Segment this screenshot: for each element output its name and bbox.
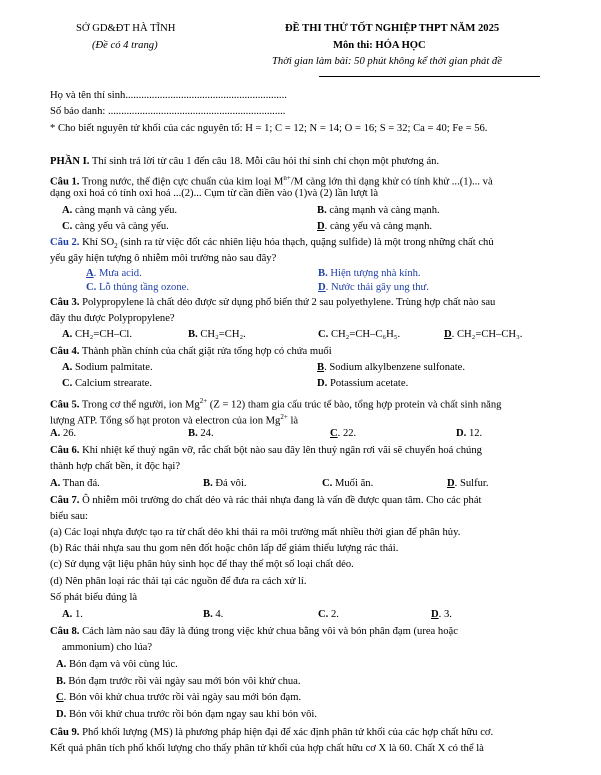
question-6-stem-2: thành hợp chất bền, ít độc hại? (50, 461, 181, 472)
q8-option-d: D. Bón vôi khử chua trước rồi bón đạm ngay sau khi bón vôi. (56, 709, 318, 720)
question-1-stem: Câu 1. Trong nước, thế điện cực chuẩn của kim loại $M^{n+}/M$ càng lớn thì dạng khử có tính khử ...(1)... và (50, 174, 493, 188)
header-divider (319, 76, 540, 77)
q2-option-d: D. Nước thải gây ung thư. (318, 282, 429, 293)
q1-option-d: D. càng yếu và càng mạnh. (317, 221, 433, 232)
question-4-stem: Câu 4. Thành phần chính của chất giặt rửa tổng hợp có chứa muối (50, 346, 332, 357)
q2-option-b: B. Hiện tượng nhà kính. (318, 268, 421, 279)
part-1-instruction: PHẦN I. Thí sinh trả lời từ câu 1 đến câu 18. Mỗi câu hỏi thí sinh chỉ chọn một phương án. (50, 156, 440, 167)
question-6-stem: Câu 6. Khi nhiệt kế thuỷ ngân vỡ, rắc chất bột nào sau đây lên thuỷ ngân rơi vãi sẽ chuyển hoá chúng (50, 445, 482, 456)
q7-option-a: A. 1. (62, 609, 83, 620)
q4-option-c: C. Calcium strearate. (62, 378, 153, 389)
q7-option-d: D. 3. (431, 609, 452, 620)
q8-option-a: A. Bón đạm và vôi cùng lúc. (56, 659, 178, 670)
q7-option-b: B. 4. (203, 609, 224, 620)
question-8-stem-2: ammonium) cho lúa? (62, 642, 153, 653)
q1-option-a: A. càng mạnh và càng yếu. (62, 205, 178, 216)
q2-option-a: A. Mưa acid. (86, 268, 142, 279)
q1-option-c: C. càng yếu và càng yếu. (62, 221, 169, 232)
exam-duration: Thời gian làm bài: 50 phút không kể thời gian phát đề (272, 56, 502, 67)
q3-option-c: C. CH₂=CH–C₆H₅. (318, 329, 401, 340)
candidate-number-line: Số báo danh: ................................................................... (50, 106, 286, 117)
q8-option-b: B. Bón đạm trước rồi vài ngày sau mới bón vôi khử chua. (56, 676, 301, 687)
q3-option-d: D. CH₂=CH–CH₃. (444, 329, 523, 340)
exam-subject: Môn thi: HÓA HỌC (333, 40, 426, 51)
question-1-stem-2: dạng oxi hoá có tính oxi hoá ...(2)... Cụm từ cần điền vào (1)và (2) lần lượt là (50, 188, 379, 199)
question-7-stem-2: biểu sau: (50, 511, 88, 522)
q4-option-d: D. Potassium acetate. (317, 378, 409, 389)
q7-statement-b: (b) Rác thải nhựa sau thu gom nên đốt hoặc chôn lấp để giảm thiểu lượng rác thải. (50, 543, 399, 554)
q5-option-b: B. 24. (188, 428, 214, 439)
q8-option-c: C. Bón vôi khử chua trước rồi vài ngày sau mới bón đạm. (56, 692, 302, 703)
q5-option-a: A. 26. (50, 428, 77, 439)
question-3-stem: Câu 3. Polypropylene là chất dẻo được sử dụng phổ biến thứ 2 sau polyethylene. Trùng hợp chất nào sau (50, 297, 496, 308)
q3-option-a: A. CH₂=CH–Cl. (62, 329, 133, 340)
q6-option-b: B. Đá vôi. (203, 478, 247, 489)
q7-statement-d: (d) Nên phân loại rác thải tại các nguồn để đưa ra cách xử lí. (50, 576, 307, 587)
q6-option-a: A. Than đá. (50, 478, 100, 489)
question-3-stem-2: đây thu được Polypropylene? (50, 313, 175, 324)
exam-title: ĐỀ THI THỬ TỐT NGHIỆP THPT NĂM 2025 (285, 23, 500, 34)
question-2-stem: Câu 2. Khí $SO_2$ (sinh ra từ việc đốt các nhiên liệu hóa thạch, quặng sulfide) là một trong những chất chủ (50, 237, 494, 251)
department-name: SỞ GD&ĐT HÀ TĨNH (76, 23, 176, 34)
question-8-stem: Câu 8. Cách làm nào sau đây là đúng trong việc khử chua bằng vôi và bón phân đạm (urea hoặc (50, 626, 458, 637)
question-9-stem: Câu 9. Phổ khối lượng (MS) là phương pháp hiện đại để xác định phân tử khối của các hợp chất hữu cơ. (50, 727, 494, 738)
question-5-stem-2: lượng ATP. Tổng số hạt proton và electron của ion $Mg^{2+}$ là (50, 413, 299, 427)
q7-option-c: C. 2. (318, 609, 339, 620)
q6-option-c: C. Muối ăn. (322, 478, 374, 489)
q2-option-c: C. Lỗ thủng tầng ozone. (86, 282, 189, 293)
q3-option-b: B. CH₂=CH₂. (188, 329, 246, 340)
q4-option-b: B. Sodium alkylbenzene sulfonate. (317, 362, 465, 373)
q7-ask: Số phát biểu đúng là (50, 592, 138, 603)
question-5-stem: Câu 5. Trong cơ thể người, ion $Mg^{2+}$ (Z = 12) tham gia cấu trúc tế bào, tổng hợp protein và chất sinh năng (50, 397, 502, 411)
q7-statement-a: (a) Các loại nhựa được tạo ra từ chất dẻo khi thải ra môi trường mất nhiều thời gian để phân hủy. (50, 527, 461, 538)
page-count: (Đề có 4 trang) (92, 40, 158, 51)
candidate-name-line: Họ và tên thí sinh............................................................. (50, 90, 287, 101)
q5-option-d: D. 12. (456, 428, 483, 439)
question-7-stem: Câu 7. Ô nhiễm môi trường do chất dẻo và rác thải nhựa đang là vấn đề được quan tâm. Cho các phát (50, 495, 482, 506)
q6-option-d: D. Sulfur. (447, 478, 489, 489)
q1-option-b: B. càng mạnh và càng mạnh. (317, 205, 440, 216)
q7-statement-c: (c) Sử dụng vật liệu phân hủy sinh học để thay thế một số loại chất dẻo. (50, 559, 354, 570)
question-2-stem-2: yếu gây hiện tượng ô nhiễm môi trường nào sau đây? (50, 253, 277, 264)
q4-option-a: A. Sodium palmitate. (62, 362, 153, 373)
question-9-stem-2: Kết quả phân tích phổ khối lượng cho thấy phân tử khối của hợp chất hữu cơ X là 60. Chất X có thể là (50, 743, 484, 754)
atomic-mass-note: * Cho biết nguyên tử khối của các nguyên tố: H = 1; C = 12; N = 14; O = 16; S = 32; Ca = 40; Fe = 56. (50, 123, 488, 134)
q5-option-c: C. 22. (330, 428, 357, 439)
